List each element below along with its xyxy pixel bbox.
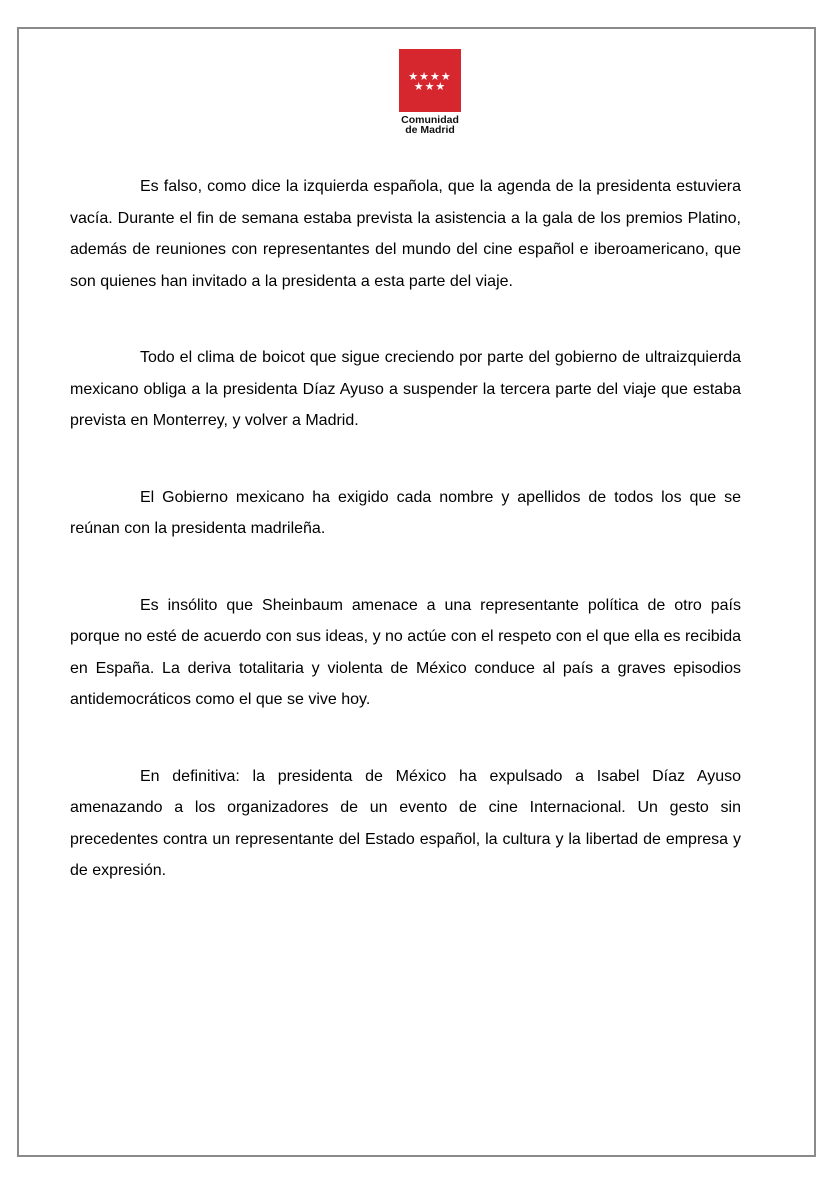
paragraph-5: En definitiva: la presidenta de México ha expulsado a Isabel Díaz Ayuso amenazando a los organizadores de un evento de cine Internacional. Un gesto sin precedentes contra un representante del Estado español, la cultura y la libertad de empresa y de expresión. — [70, 767, 741, 879]
comunidad-de-madrid-logo — [399, 49, 461, 135]
paragraph-1: Es falso, como dice la izquierda española, que la agenda de la presidenta estuviera vacía. Durante el fin de semana estaba prevista la asistencia a la gala de los premios Platino, además de reuniones con representantes del mundo del cine español e iberoamericano, que son quienes han invitado a la presidenta a esta parte del viaje. — [70, 178, 741, 290]
paragraph-2: Todo el clima de boicot que sigue creciendo por parte del gobierno de ultraizquierda mexicano obliga a la presidenta Díaz Ayuso a suspender la tercera parte del viaje que estaba prevista en Monterrey, y volver a Madrid. — [70, 349, 741, 429]
paragraph-4: Es insólito que Sheinbaum amenace a una representante política de otro país porque no esté de acuerdo con sus ideas, y no actúe con el respeto con el que ella es recibida en España. La deriva totalitaria y violenta de México conduce al país a graves episodios antidemocráticos como el que se vive hoy. — [70, 596, 741, 708]
document-page — [17, 27, 816, 1157]
logo-stars-bottom-row: ★★★ — [413, 80, 447, 93]
paragraph-3: El Gobierno mexicano ha exigido cada nombre y apellidos de todos los que se reúnan con la presidenta madrileña. — [70, 488, 741, 537]
logo-stars-top-row: ★★★★ — [408, 70, 452, 83]
logo-wordmark — [399, 115, 461, 135]
logo-wordmark-line2: de Madrid — [405, 124, 455, 136]
logo-wordmark-line1: Comunidad — [401, 114, 459, 126]
document-body — [70, 171, 741, 887]
logo-red-box — [399, 49, 461, 112]
